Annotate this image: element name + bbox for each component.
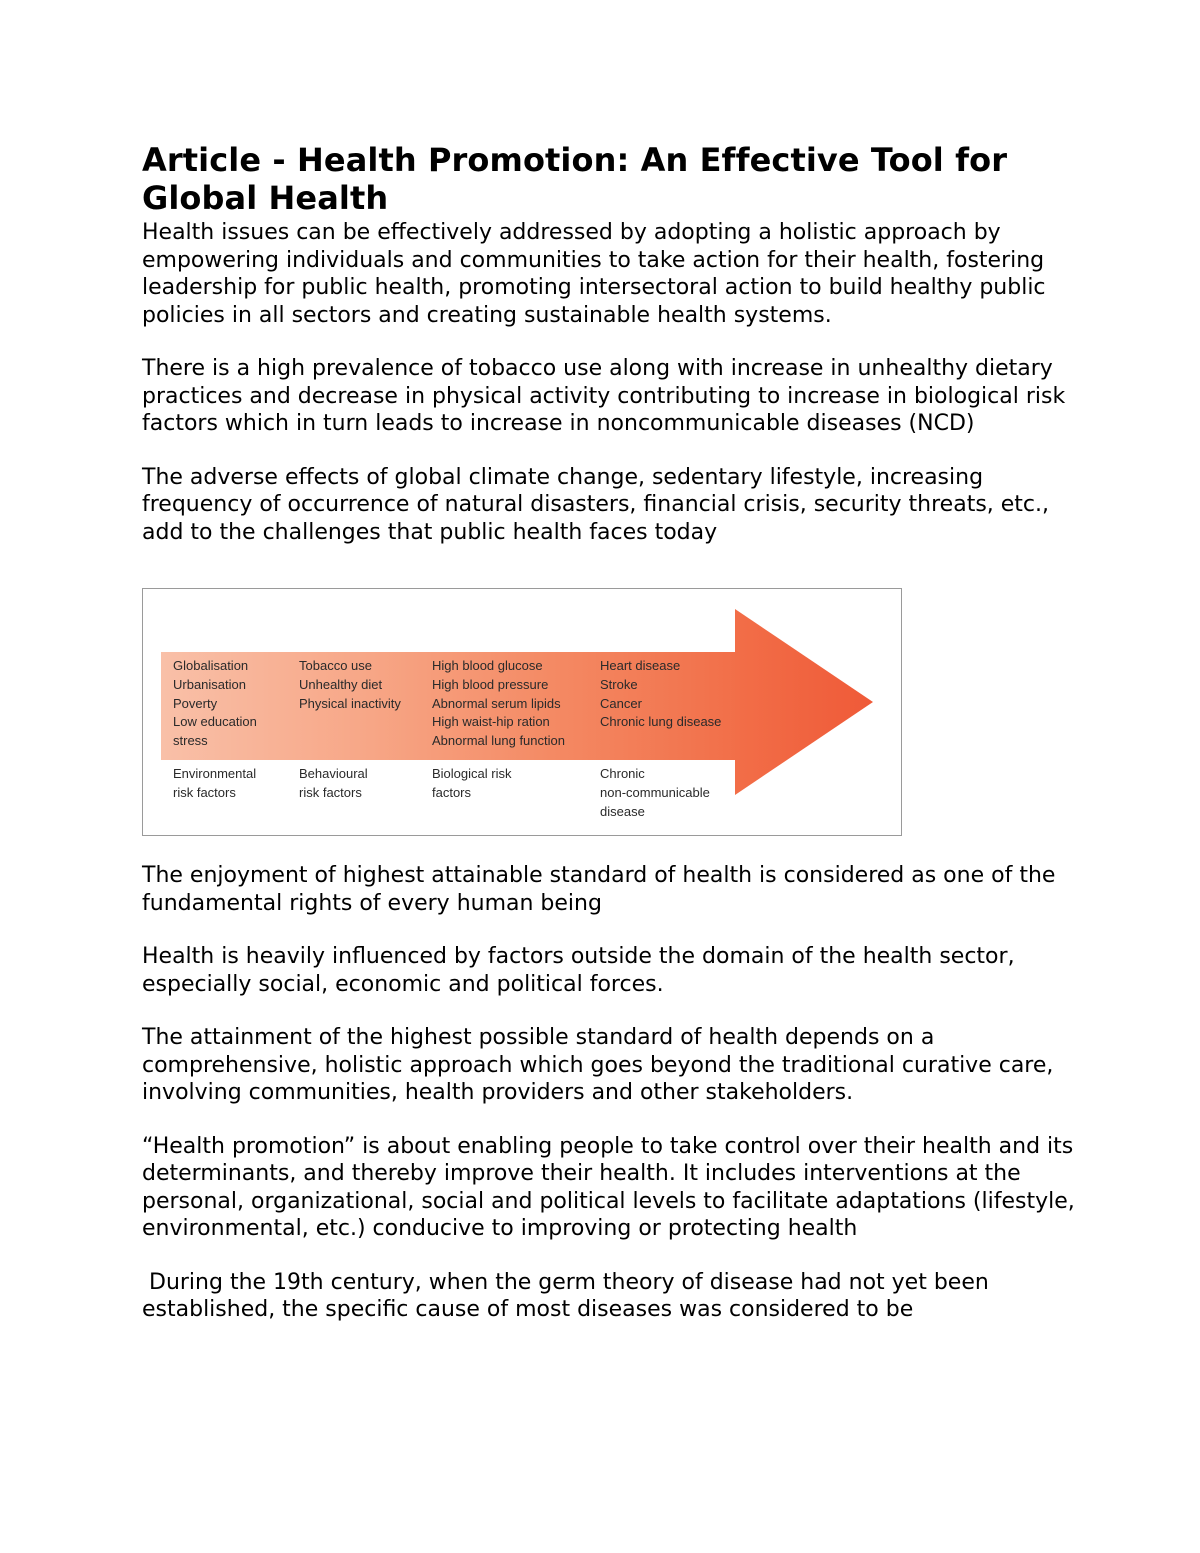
paragraph-holistic-approach: Health issues can be effectively addressed by adopting a holistic approach by empowering individuals and communities to take action for their health, fostering leadership for public health, promoting intersectoral action to build healthy public policies in all sectors and creating sustainable health systems. <box>142 220 1046 328</box>
factor-item: Abnormal serum lipids <box>432 695 561 711</box>
category-behavioural <box>299 765 368 803</box>
category-label: disease <box>600 803 645 819</box>
disease-item: Stroke <box>600 676 638 692</box>
factor-item: Low education <box>173 714 257 730</box>
factor-item: Unhealthy diet <box>299 676 383 692</box>
category-label: risk factors <box>299 784 362 800</box>
factor-item: High blood glucose <box>432 658 543 673</box>
factor-item: Urbanisation <box>173 676 246 692</box>
article-title: Article - Health Promotion: An Effective Tool for Global Health <box>142 141 1008 217</box>
document-page <box>142 141 1077 1324</box>
risk-factors-figure <box>142 588 902 836</box>
disease-item: Cancer <box>600 695 642 711</box>
paragraph-climate-challenges: The adverse effects of global climate change, sedentary lifestyle, increasing frequency of occurrence of natural disasters, financial crisis, security threats, etc., add to the challenges that public health faces today <box>142 464 1050 545</box>
paragraph-germ-theory: During the 19th century, when the germ theory of disease had not yet been established, the specific cause of most diseases was considered to be <box>142 1269 996 1322</box>
category-label: Chronic <box>600 766 645 781</box>
factor-item: Physical inactivity <box>299 695 401 711</box>
paragraph-outside-factors: Health is heavily influenced by factors outside the domain of the health sector, especially social, economic and political forces. <box>142 944 1015 997</box>
arrow-head <box>735 609 875 795</box>
factor-item: stress <box>173 733 208 749</box>
category-biological <box>432 765 511 803</box>
factor-item: Globalisation <box>173 658 249 673</box>
category-label: Behavioural <box>299 766 368 781</box>
category-environmental <box>173 765 256 803</box>
factor-item: Abnormal lung function <box>432 733 565 749</box>
disease-item: Heart disease <box>600 658 681 673</box>
disease-item: Chronic lung disease <box>600 714 722 730</box>
category-chronic-ncd <box>600 765 710 821</box>
paragraph-holistic-standard: The attainment of the highest possible standard of health depends on a comprehensive, holistic approach which goes beyond the traditional curative care, involving communities, health providers and other stakeholders. <box>142 1025 1054 1105</box>
factor-item: Tobacco use <box>299 658 372 673</box>
behavioural-factors-list <box>299 657 401 713</box>
category-label: risk factors <box>173 784 236 800</box>
factor-item: Poverty <box>173 695 218 711</box>
factor-item: High blood pressure <box>432 676 549 692</box>
category-label: non-communicable <box>600 784 710 800</box>
category-label: Biological risk <box>432 766 512 781</box>
disease-list <box>600 657 721 732</box>
factor-item: High waist-hip ration <box>432 714 550 730</box>
environmental-factors-list <box>173 657 257 751</box>
paragraph-right-to-health: The enjoyment of highest attainable standard of health is considered as one of the fundamental rights of every human being <box>142 863 1056 916</box>
biological-factors-list <box>432 657 565 751</box>
category-label: factors <box>432 784 472 800</box>
category-label: Environmental <box>173 766 257 781</box>
paragraph-tobacco-ncd: There is a high prevalence of tobacco use along with increase in unhealthy dietary practices and decrease in physical activity contributing to increase in biological risk factors which in turn leads to increase in noncommunicable diseases (NCD) <box>142 356 1066 436</box>
paragraph-health-promotion-definition: “Health promotion” is about enabling people to take control over their health and its determinants, and thereby improve their health. It includes interventions at the personal, organizational, social and political levels to facilitate adaptations (lifestyle, environmental, etc.) conducive to improving or protecting health <box>142 1133 1075 1241</box>
